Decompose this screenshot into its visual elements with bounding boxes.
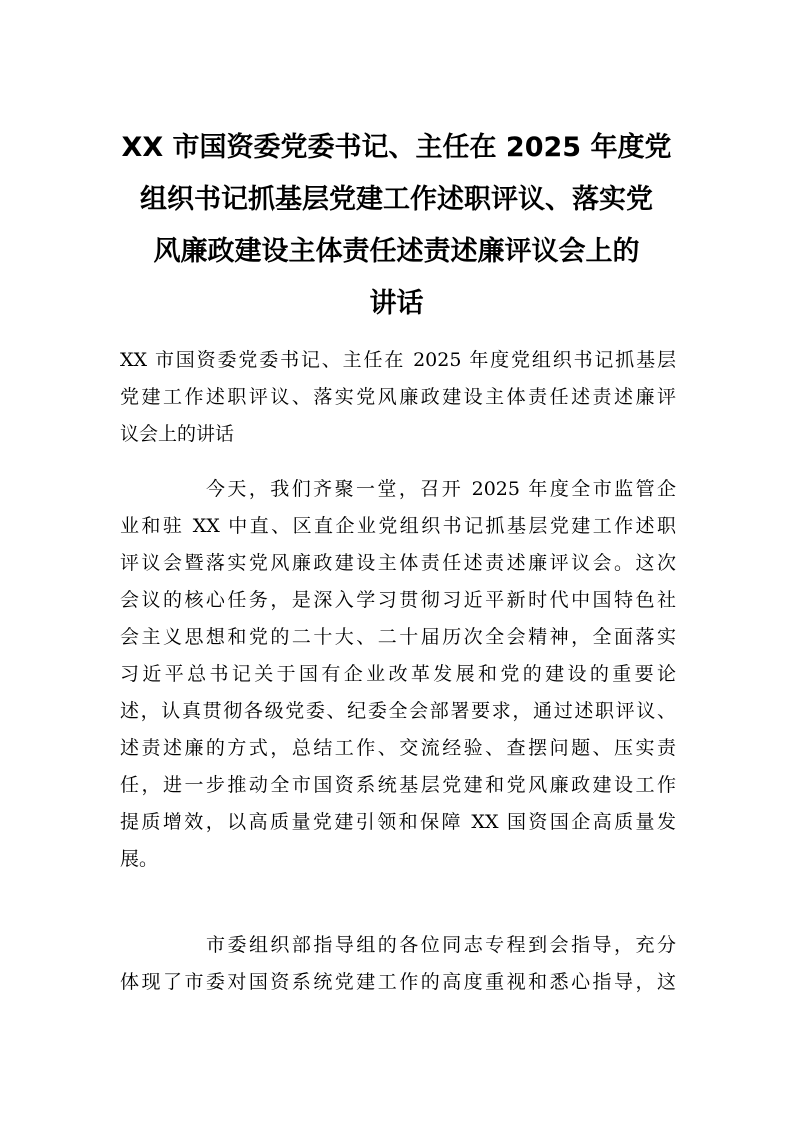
text-line: 会主义思想和党的二十大、二十届历次全会精神，全面落实 (120, 626, 676, 648)
text-line: 会议的核心任务，是深入学习贯彻习近平新时代中国特色社 (120, 589, 676, 611)
body-paragraph (120, 927, 676, 1001)
title-line: 讲话 (369, 288, 424, 319)
subtitle-paragraph (120, 342, 676, 453)
text-line: 议会上的讲话 (120, 423, 235, 445)
text-line: 习近平总书记关于国有企业改革发展和党的建设的重要论 (120, 663, 676, 685)
text-line: 体现了市委对国资系统党建工作的高度重视和悉心指导，这 (120, 971, 676, 993)
title-line: XX 市国资委党委书记、主任在 2025 年度党 (121, 132, 672, 163)
document-title (116, 122, 677, 330)
text-line: 提质增效，以高质量党建引领和保障 XX 国资国企高质量发 (120, 811, 676, 833)
body-paragraph (120, 471, 676, 878)
text-line: 述责述廉的方式，总结工作、交流经验、查摆问题、压实责 (120, 737, 676, 759)
title-line: 风廉政建设主体责任述责述廉评议会上的 (153, 236, 640, 267)
text-line: 市委组织部指导组的各位同志专程到会指导，充分 (206, 934, 676, 956)
text-line: XX 市国资委党委书记、主任在 2025 年度党组织书记抓基层 (120, 349, 676, 371)
text-line: 述，认真贯彻各级党委、纪委全会部署要求，通过述职评议、 (120, 700, 676, 722)
title-line: 组织书记抓基层党建工作述职评议、落实党 (140, 184, 653, 215)
text-line: 评议会暨落实党风廉政建设主体责任述责述廉评议会。这次 (120, 552, 676, 574)
text-line: 任，进一步推动全市国资系统基层党建和党风廉政建设工作 (120, 774, 676, 796)
text-line: 业和驻 XX 中直、区直企业党组织书记抓基层党建工作述职 (120, 515, 676, 537)
text-line: 今天，我们齐聚一堂，召开 2025 年度全市监管企 (206, 478, 676, 500)
text-line: 展。 (120, 848, 159, 870)
text-line: 党建工作述职评议、落实党风廉政建设主体责任述责述廉评 (120, 386, 676, 408)
